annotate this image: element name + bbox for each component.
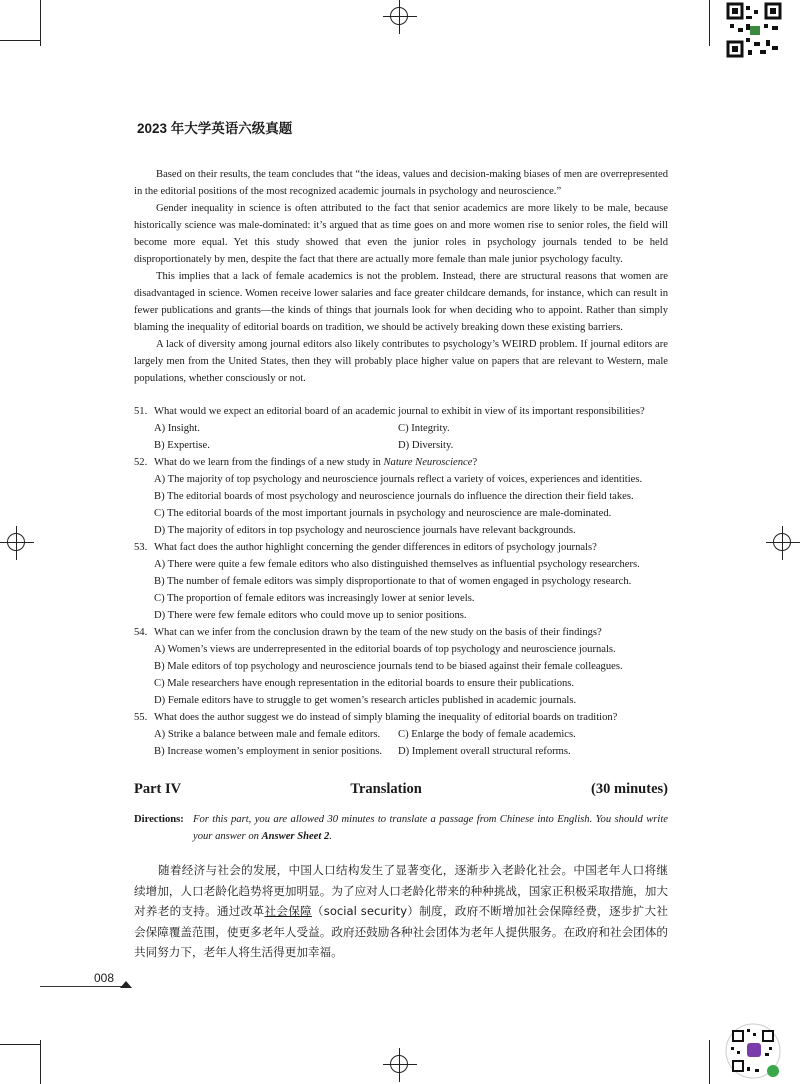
- option-d: D) Female editors have to struggle to get women’s research articles published in academic journals.: [154, 695, 577, 706]
- footer-rule: [40, 986, 126, 987]
- section-title: Translation: [350, 781, 422, 797]
- journal-title: Nature Neuroscience: [383, 457, 473, 468]
- qr-code-icon: [725, 1023, 781, 1079]
- option-d: D) Implement overall structural reforms.: [398, 746, 571, 757]
- option-c: C) The proportion of female editors was increasingly lower at senior levels.: [154, 593, 475, 604]
- directions-body: For this part, you are allowed 30 minutes to translate a passage from Chinese into English. You should write your answer on: [193, 814, 668, 842]
- question-stem-end: ?: [472, 457, 478, 468]
- option-c: C) Male researchers have enough representation in the editorial boards to ensure their publications.: [154, 678, 575, 689]
- questions-list: [134, 403, 670, 760]
- answer-sheet-ref: Answer Sheet 2: [261, 831, 330, 842]
- question-stem: [154, 454, 477, 471]
- translation-passage: [134, 860, 668, 963]
- question-number: 55.: [134, 712, 148, 723]
- option-b: B) Increase women’s employment in senior positions.: [154, 746, 383, 757]
- option-a: A) Women’s views are underrepresented in the editorial boards of top psychology and neuroscience journals.: [154, 644, 616, 655]
- option-b: B) Male editors of top psychology and neuroscience journals tend to be biased against their female colleagues.: [154, 661, 623, 672]
- directions: [134, 811, 668, 845]
- question-stem: What can we infer from the conclusion drawn by the team of the new study on the basis of their findings?: [154, 627, 602, 638]
- question-stem-text: What do we learn from the findings of a new study in: [154, 457, 384, 468]
- question-number: 51.: [134, 406, 148, 417]
- triangle-icon: [120, 981, 132, 988]
- crop-mark: [0, 1044, 40, 1045]
- directions-label: Directions:: [134, 814, 184, 825]
- question-number: 52.: [134, 457, 148, 468]
- question-53: [134, 539, 670, 624]
- passage-text: （social security）制度，政府不断增加社会保障经费，逐步扩大社会保障覆盖范围，使更多老年人受益。政府还鼓励各种社会团体为老年人提供服务。在政府和社会团体的共同努力下，老年人将生活得更加幸福。: [134, 904, 668, 959]
- registration-mark: [383, 1048, 417, 1082]
- part-label: Part IV: [134, 781, 182, 797]
- question-stem: What would we expect an editorial board of an academic journal to exhibit in view of its important responsibilities?: [154, 406, 645, 417]
- question-55: [134, 709, 670, 760]
- option-c: C) Enlarge the body of female academics.: [398, 729, 576, 740]
- directions-end: .: [329, 831, 332, 842]
- qr-code-icon: [726, 2, 782, 58]
- passage-text: 随着经济与社会的发展，中国人口结构发生了显著变化，逐渐步入老龄化社会。中国老年人口将继续增加，人口老龄化趋势将更加明显。为了应对人口老龄化带来的种种挑战，国家正积极采取措施，加大对养老的支持。通过改革: [134, 863, 668, 918]
- question-stem: What fact does the author highlight concerning the gender differences in editors of psychology journals?: [154, 542, 597, 553]
- registration-mark: [0, 526, 34, 560]
- crop-mark: [40, 0, 41, 46]
- crop-mark: [0, 40, 40, 41]
- question-number: 53.: [134, 542, 148, 553]
- option-a: A) Strike a balance between male and female editors.: [154, 729, 381, 740]
- option-c: C) The editorial boards of the most important journals in psychology and neuroscience are male-dominated.: [154, 508, 612, 519]
- reading-passage: [134, 166, 668, 387]
- page-number: 008: [94, 971, 115, 985]
- option-a: A) The majority of top psychology and neuroscience journals reflect a variety of voices, experiences and identities.: [154, 474, 643, 485]
- registration-mark: [766, 526, 800, 560]
- question-52: [134, 454, 670, 539]
- registration-mark: [383, 0, 417, 34]
- paragraph: Based on their results, the team concludes that “the ideas, values and decision-making biases of men are overrepresented in the editorial positions of the most recognized academic journals in psychology and neuroscience.”: [134, 169, 668, 197]
- section-time: (30 minutes): [591, 781, 668, 797]
- paragraph: This implies that a lack of female academics is not the problem. Instead, there are structural reasons that women are disadvantaged in science. Women receive lower salaries and face greater childcare demands, for instance, which can result in fewer publications and grants—the kinds of things that journals look for when deciding who to appoint. Rather than simply blaming the inequality of editorial boards on tradition, we should be actively breaking down these existing barriers.: [134, 271, 668, 333]
- question-number: 54.: [134, 627, 148, 638]
- question-stem: What does the author suggest we do instead of simply blaming the inequality of editorial boards on tradition?: [154, 712, 618, 723]
- crop-mark: [709, 0, 710, 46]
- crop-mark: [40, 1040, 41, 1084]
- option-d: D) The majority of editors in top psychology and neuroscience journals have relevant backgrounds.: [154, 525, 576, 536]
- option-d: D) Diversity.: [398, 440, 454, 451]
- option-b: B) Expertise.: [154, 440, 210, 451]
- page-header-title: 2023 年大学英语六级真题: [137, 121, 293, 136]
- option-a: A) Insight.: [154, 423, 200, 434]
- option-c: C) Integrity.: [398, 423, 450, 434]
- option-a: A) There were quite a few female editors who also distinguished themselves as influential psychology researchers.: [154, 559, 640, 570]
- section-heading: [134, 781, 668, 798]
- underlined-term: 社会保障: [264, 904, 312, 918]
- option-b: B) The number of female editors was simply disproportionate to that of women engaged in psychology research.: [154, 576, 632, 587]
- crop-mark: [709, 1040, 710, 1084]
- directions-text: [193, 811, 668, 845]
- question-51: [134, 403, 670, 454]
- option-d: D) There were few female editors who could move up to senior positions.: [154, 610, 467, 621]
- paragraph: Gender inequality in science is often attributed to the fact that senior academics are more likely to be male, because historically science was male-dominated: it’s argued that as time goes on and more women rise to senior roles, the field will become more equal. Yet this study showed that even the junior roles in psychology journals tended to be held disproportionately by men, despite the fact that there are actually more female than male junior psychology faculty.: [134, 203, 668, 265]
- paragraph: A lack of diversity among journal editors also likely contributes to psychology’s WEIRD problem. If journal editors are largely men from the United States, then they will probably place higher value on papers that are relevant to Western, male populations, whether consciously or not.: [134, 339, 668, 384]
- question-54: [134, 624, 670, 709]
- option-b: B) The editorial boards of most psychology and neuroscience journals do influence the direction their field takes.: [154, 491, 634, 502]
